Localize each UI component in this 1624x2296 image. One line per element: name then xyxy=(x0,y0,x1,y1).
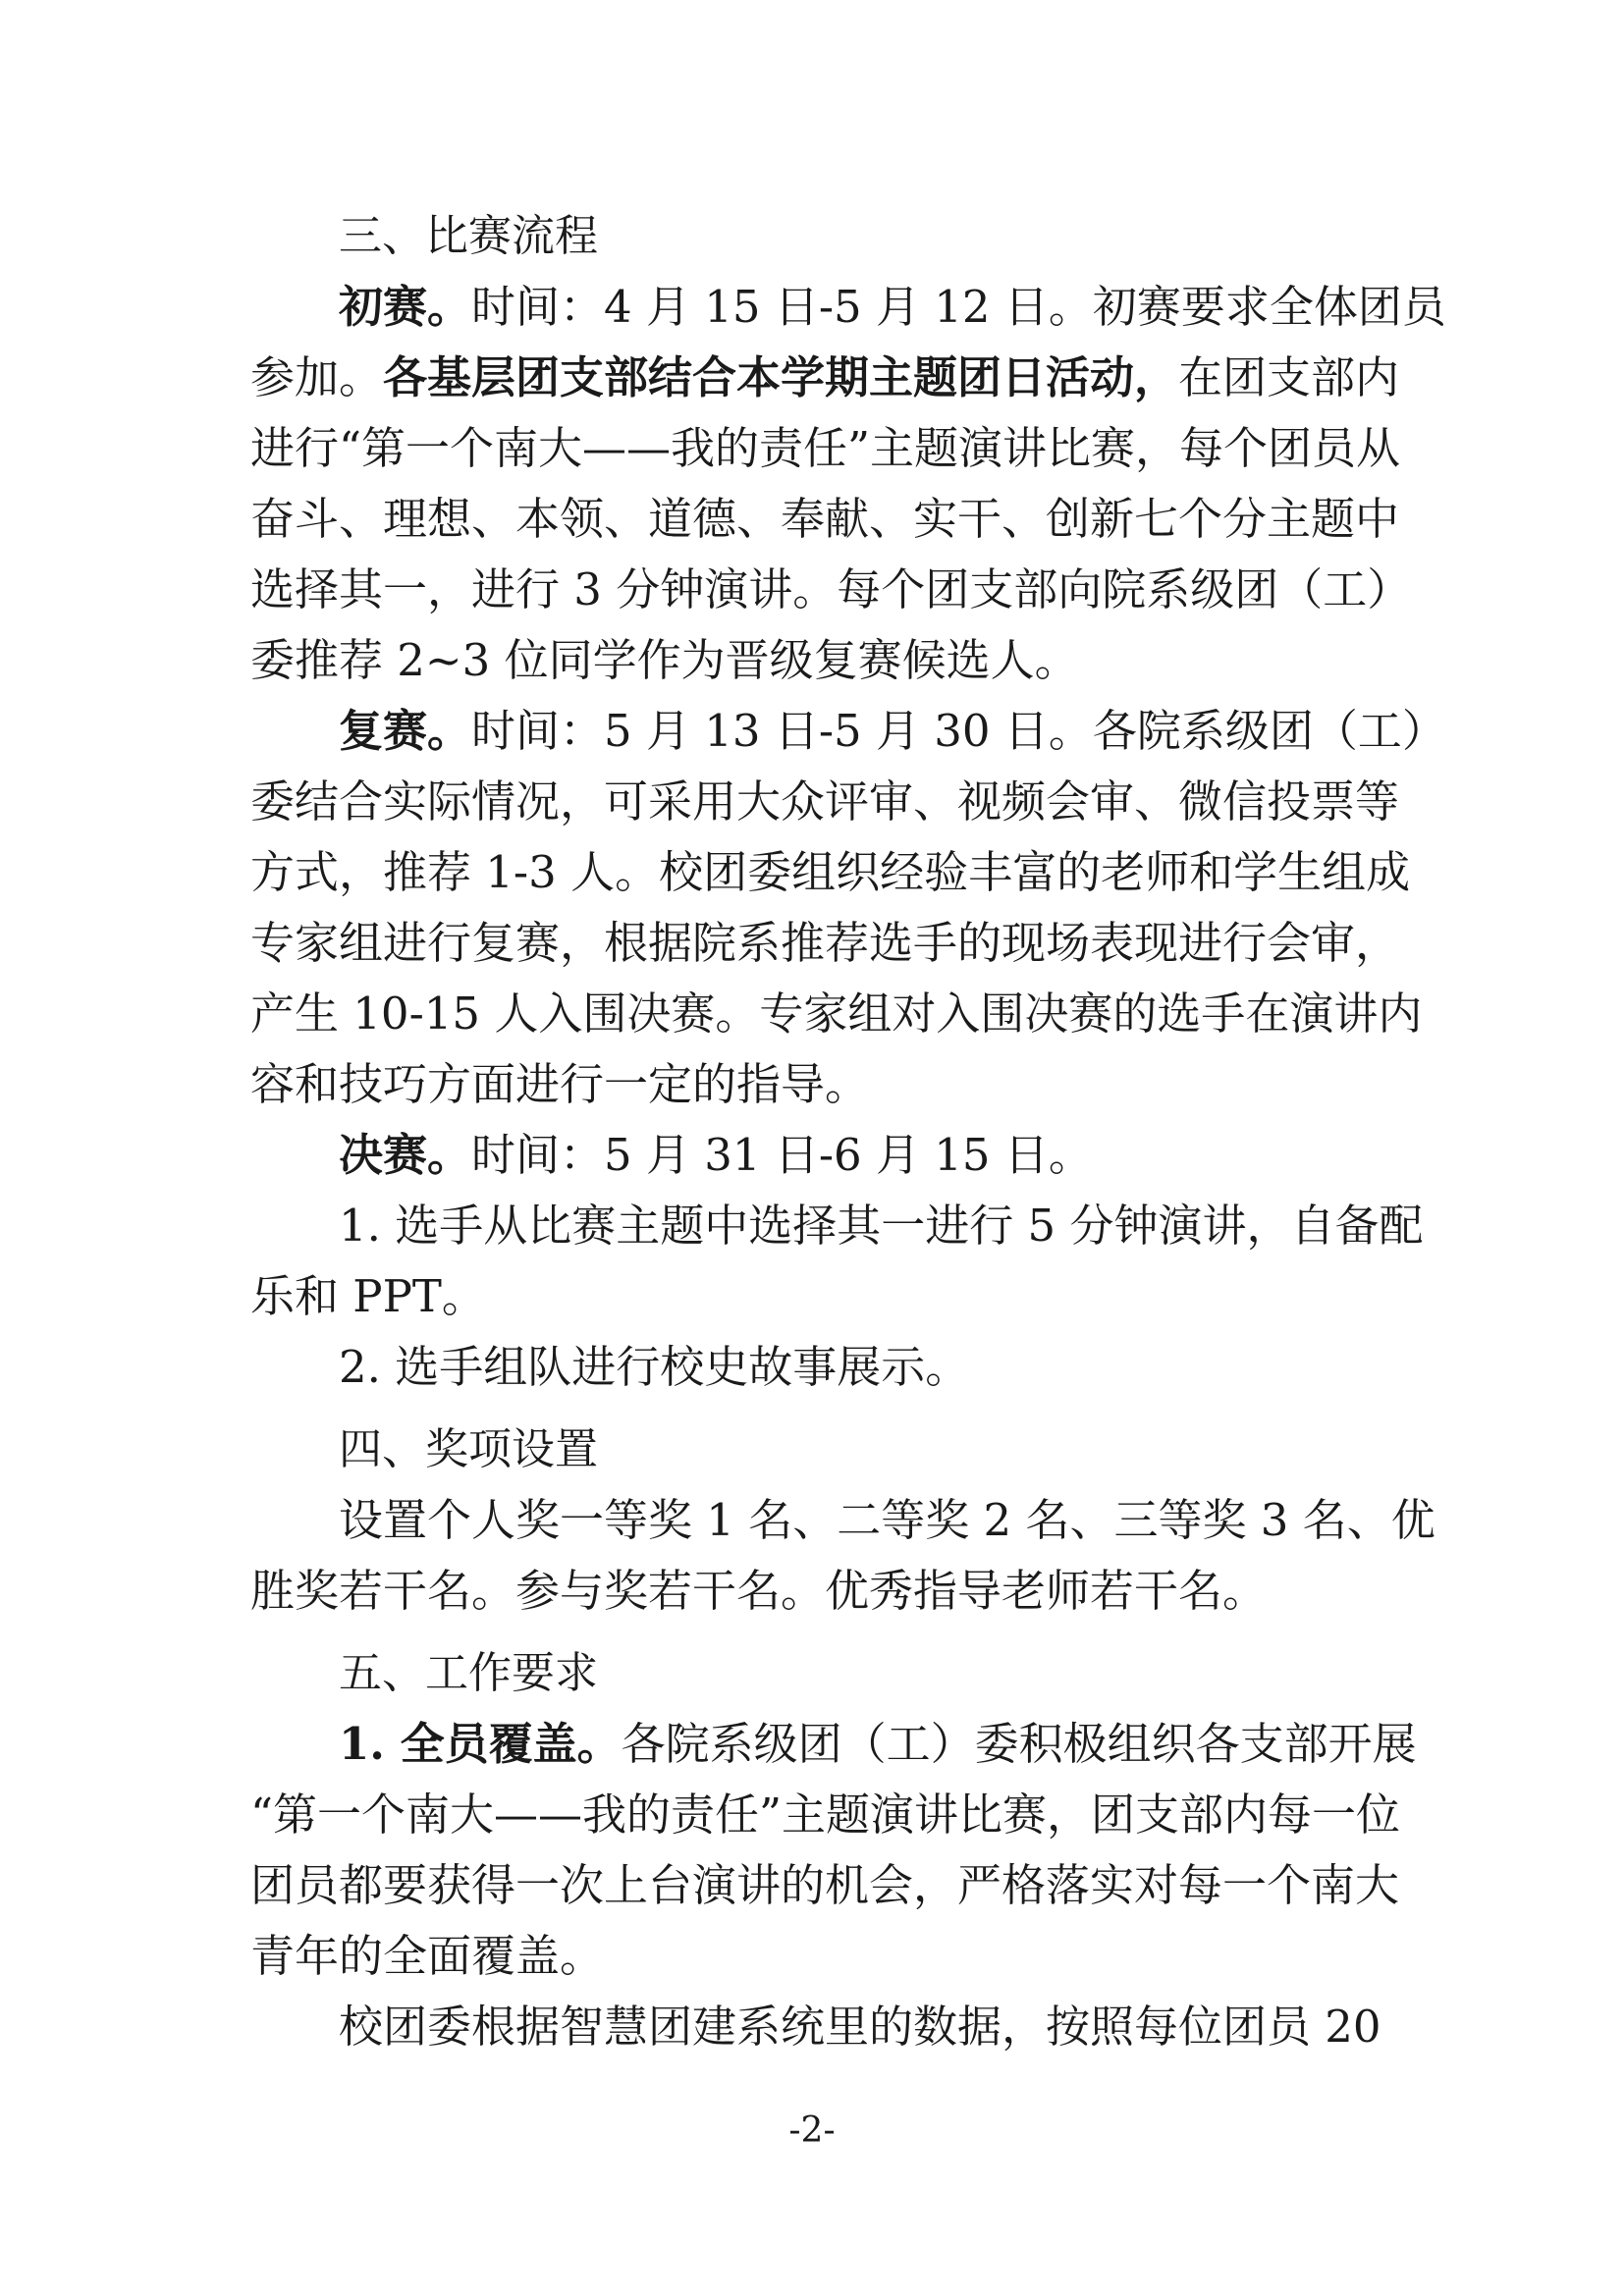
page-number: -2- xyxy=(788,2110,836,2151)
semi-text: 时间：5 月 13 日-5 月 30 日。各院系级团（工） xyxy=(471,705,1446,757)
section-heading-competition-process: 三、比赛流程 xyxy=(339,211,598,261)
prelim-emphasis: 各基层团支部结合本学期主题团日活动， xyxy=(383,351,1179,403)
paragraph-line: 委推荐 2~3 位同学作为晋级复赛候选人。 xyxy=(250,634,1079,686)
paragraph-line: 团员都要获得一次上台演讲的机会，严格落实对每一个南大 xyxy=(250,1859,1400,1911)
paragraph-semi-line xyxy=(250,696,1446,767)
coverage-text: 各院系级团（工）委积极组织各支部开展 xyxy=(621,1718,1417,1770)
prelim-label: 初赛。 xyxy=(339,281,472,333)
paragraph-final-line xyxy=(250,1120,1391,1191)
paragraph-line: 进行“第一个南大——我的责任”主题演讲比赛，每个团员从 xyxy=(250,422,1401,474)
paragraph-coverage-line xyxy=(250,1709,1417,1780)
coverage-label: 1. 全员覆盖。 xyxy=(339,1718,622,1770)
final-item-1-cont: 乐和 PPT。 xyxy=(250,1270,486,1322)
paragraph-line: 设置个人奖一等奖 1 名、二等奖 2 名、三等奖 3 名、优 xyxy=(339,1494,1435,1546)
paragraph-line: 容和技巧方面进行一定的指导。 xyxy=(250,1058,870,1110)
paragraph-line: 胜奖若干名。参与奖若干名。优秀指导老师若干名。 xyxy=(250,1565,1268,1617)
prelim-text: 在团支部内 xyxy=(1178,351,1400,403)
prelim-text: 时间：4 月 15 日-5 月 12 日。初赛要求全体团员 xyxy=(471,281,1446,333)
paragraph-line: 方式，推荐 1-3 人。校团委组织经验丰富的老师和学生组成 xyxy=(250,846,1411,898)
paragraph-line: 校团委根据智慧团建系统里的数据，按照每位团员 20 xyxy=(339,2001,1381,2053)
final-item-1: 1. 选手从比赛主题中选择其一进行 5 分钟演讲，自备配 xyxy=(339,1200,1424,1252)
paragraph-line: 专家组进行复赛，根据院系推荐选手的现场表现进行会审， xyxy=(250,917,1400,969)
paragraph-line: 青年的全面覆盖。 xyxy=(250,1930,605,1982)
paragraph-prelim-line xyxy=(250,272,1446,343)
section-heading-awards: 四、奖项设置 xyxy=(339,1424,598,1474)
paragraph-line: “第一个南大——我的责任”主题演讲比赛，团支部内每一位 xyxy=(250,1789,1401,1841)
paragraph-line: 委结合实际情况，可采用大众评审、视频会审、微信投票等 xyxy=(250,775,1400,828)
section-heading-work-requirements: 五、工作要求 xyxy=(339,1648,598,1698)
paragraph-line: 产生 10-15 人入围决赛。专家组对入围决赛的选手在演讲内 xyxy=(250,988,1423,1040)
final-label: 决赛。 xyxy=(339,1129,472,1181)
paragraph-line: 选择其一，进行 3 分钟演讲。每个团支部向院系级团（工） xyxy=(250,563,1412,615)
paragraph-line xyxy=(250,343,1400,413)
paragraph-line: 奋斗、理想、本领、道德、奉献、实干、创新七个分主题中 xyxy=(250,493,1400,545)
final-text: 时间：5 月 31 日-6 月 15 日。 xyxy=(471,1129,1093,1181)
final-item-2: 2. 选手组队进行校史故事展示。 xyxy=(339,1341,970,1393)
prelim-text: 参加。 xyxy=(250,351,384,403)
semi-label: 复赛。 xyxy=(339,705,472,757)
document-body xyxy=(250,201,1446,2062)
